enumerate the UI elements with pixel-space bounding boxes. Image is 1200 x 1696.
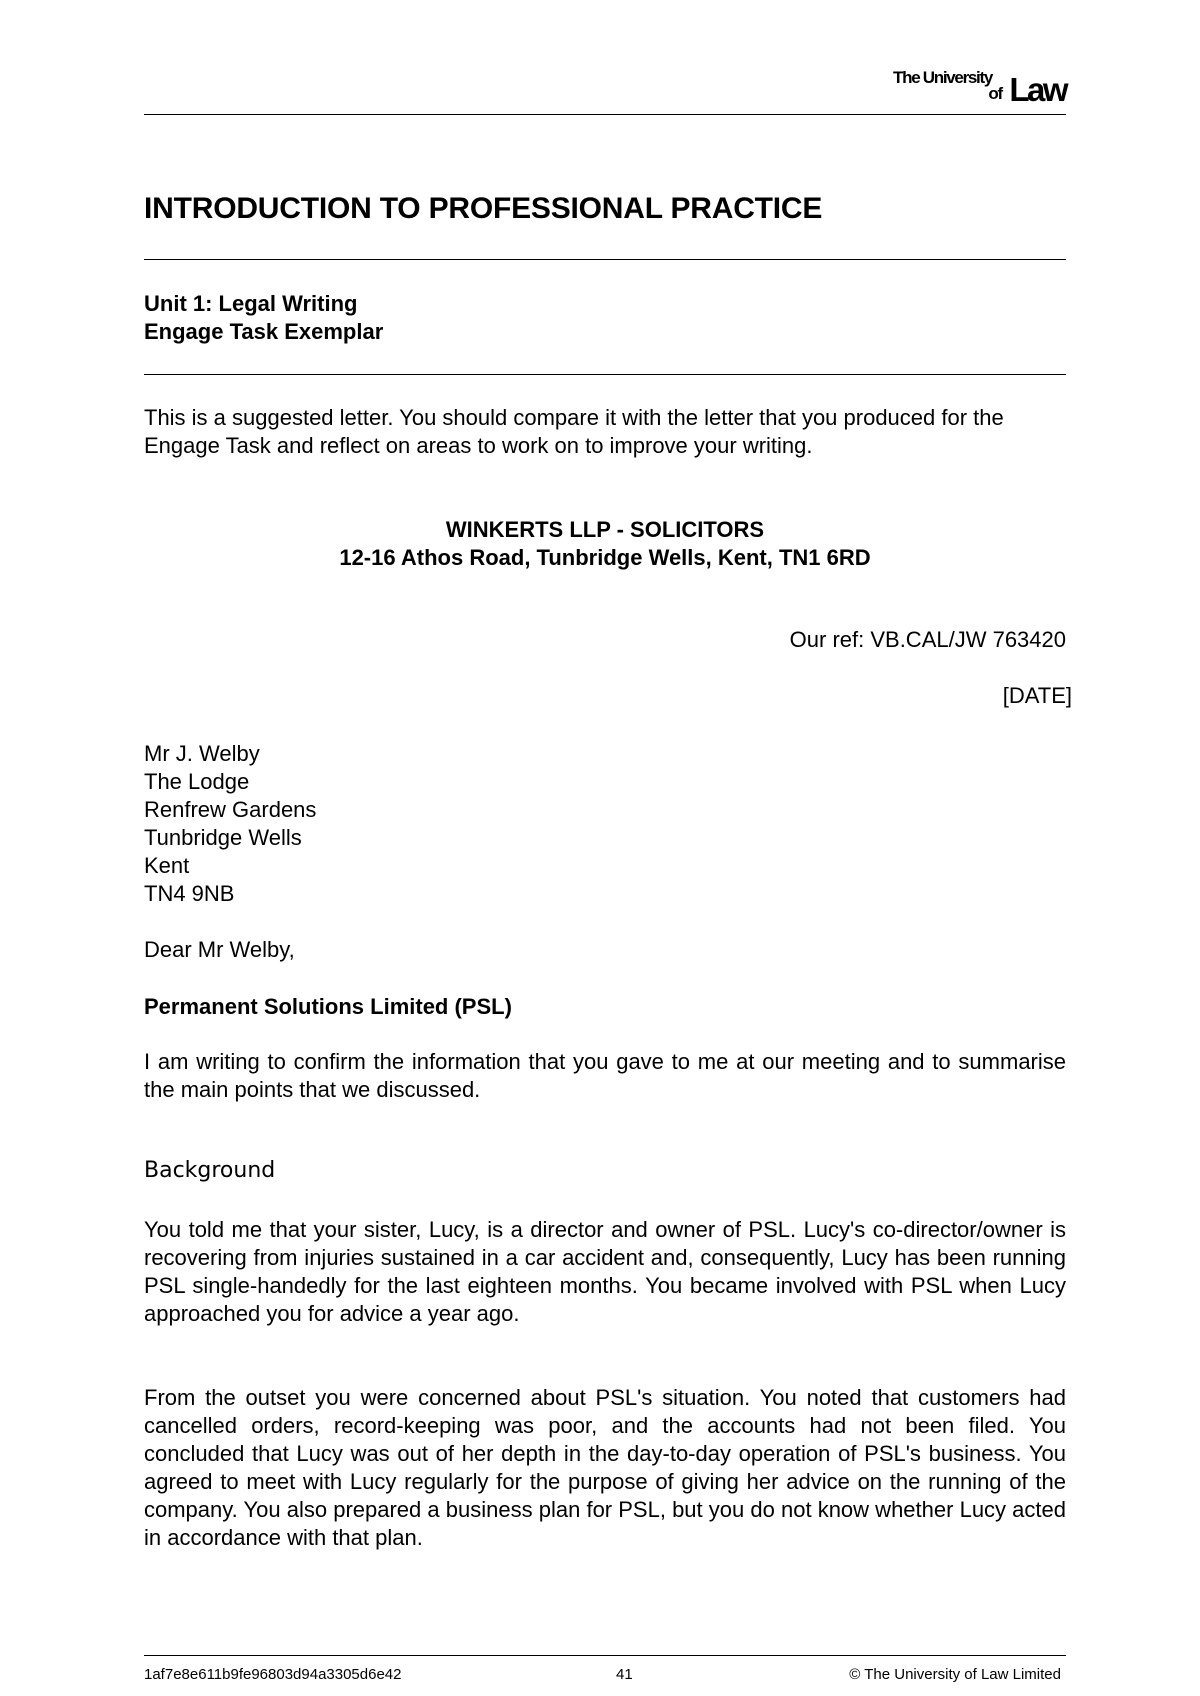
footer-copyright: © The University of Law Limited xyxy=(849,1666,1061,1683)
background-paragraph-1: You told me that your sister, Lucy, is a director and owner of PSL. Lucy's co-director/owner is recovering from injuries sustained in a car accident and, consequently, Lucy has been running PSL single-handedly for the last eighteen months. You became involved with PSL when Lucy approached you for advice a year ago. xyxy=(144,1217,1066,1326)
letter-subject: Permanent Solutions Limited (PSL) xyxy=(144,994,512,1019)
address-line: Mr J. Welby xyxy=(144,741,260,766)
section-heading-background: Background xyxy=(144,1158,276,1183)
unit-heading xyxy=(144,290,383,346)
background-paragraph-2: From the outset you were concerned about PSL's situation. You noted that customers had cancelled orders, record-keeping was poor, and the accounts had not been filed. You concluded that Lucy was out of her depth in the day-to-day operation of PSL's business. You agreed to meet with Lucy regularly for the purpose of giving her advice on the running of the company. You also prepared a business plan for PSL, but you do not know whether Lucy acted in accordance with that plan. xyxy=(144,1385,1066,1550)
opening-paragraph: I am writing to confirm the information that you gave to me at our meeting and to summarise the main points that we discussed. xyxy=(144,1049,1066,1102)
unit-title: Unit 1: Legal Writing xyxy=(144,291,358,316)
subtitle-rule xyxy=(144,374,1066,375)
address-line: Tunbridge Wells xyxy=(144,825,302,850)
reference-line: Our ref: VB.CAL/JW 763420 xyxy=(789,627,1066,652)
header-rule xyxy=(144,114,1066,115)
firm-address: 12-16 Athos Road, Tunbridge Wells, Kent, TN1 6RD xyxy=(339,545,871,570)
address-line: Renfrew Gardens xyxy=(144,797,317,822)
title-rule xyxy=(144,259,1066,260)
logo-wordmark-line1: The University xyxy=(893,68,992,87)
footer-rule xyxy=(144,1655,1066,1656)
document-subtitle: Engage Task Exemplar xyxy=(144,319,384,344)
logo-wordmark-law: Law xyxy=(1009,71,1066,108)
address-line: TN4 9NB xyxy=(144,881,235,906)
logo-wordmark-of: of xyxy=(988,84,1002,103)
footer-page-number: 41 xyxy=(616,1666,633,1683)
document-title: INTRODUCTION TO PROFESSIONAL PRACTICE xyxy=(144,192,823,225)
recipient-address xyxy=(144,740,316,908)
address-line: The Lodge xyxy=(144,769,250,794)
intro-paragraph: This is a suggested letter. You should compare it with the letter that you produced for the Engage Task and reflect on areas to work on to improve your writing. xyxy=(144,405,1004,458)
footer-document-id: 1af7e8e611b9fe96803d94a3305d6e42 xyxy=(144,1666,402,1683)
university-logo xyxy=(846,64,1066,108)
firm-letterhead xyxy=(144,516,1066,572)
salutation: Dear Mr Welby, xyxy=(144,937,295,962)
address-line: Kent xyxy=(144,853,190,878)
date-line: [DATE] xyxy=(1002,683,1072,708)
firm-name: WINKERTS LLP - SOLICITORS xyxy=(445,517,765,542)
